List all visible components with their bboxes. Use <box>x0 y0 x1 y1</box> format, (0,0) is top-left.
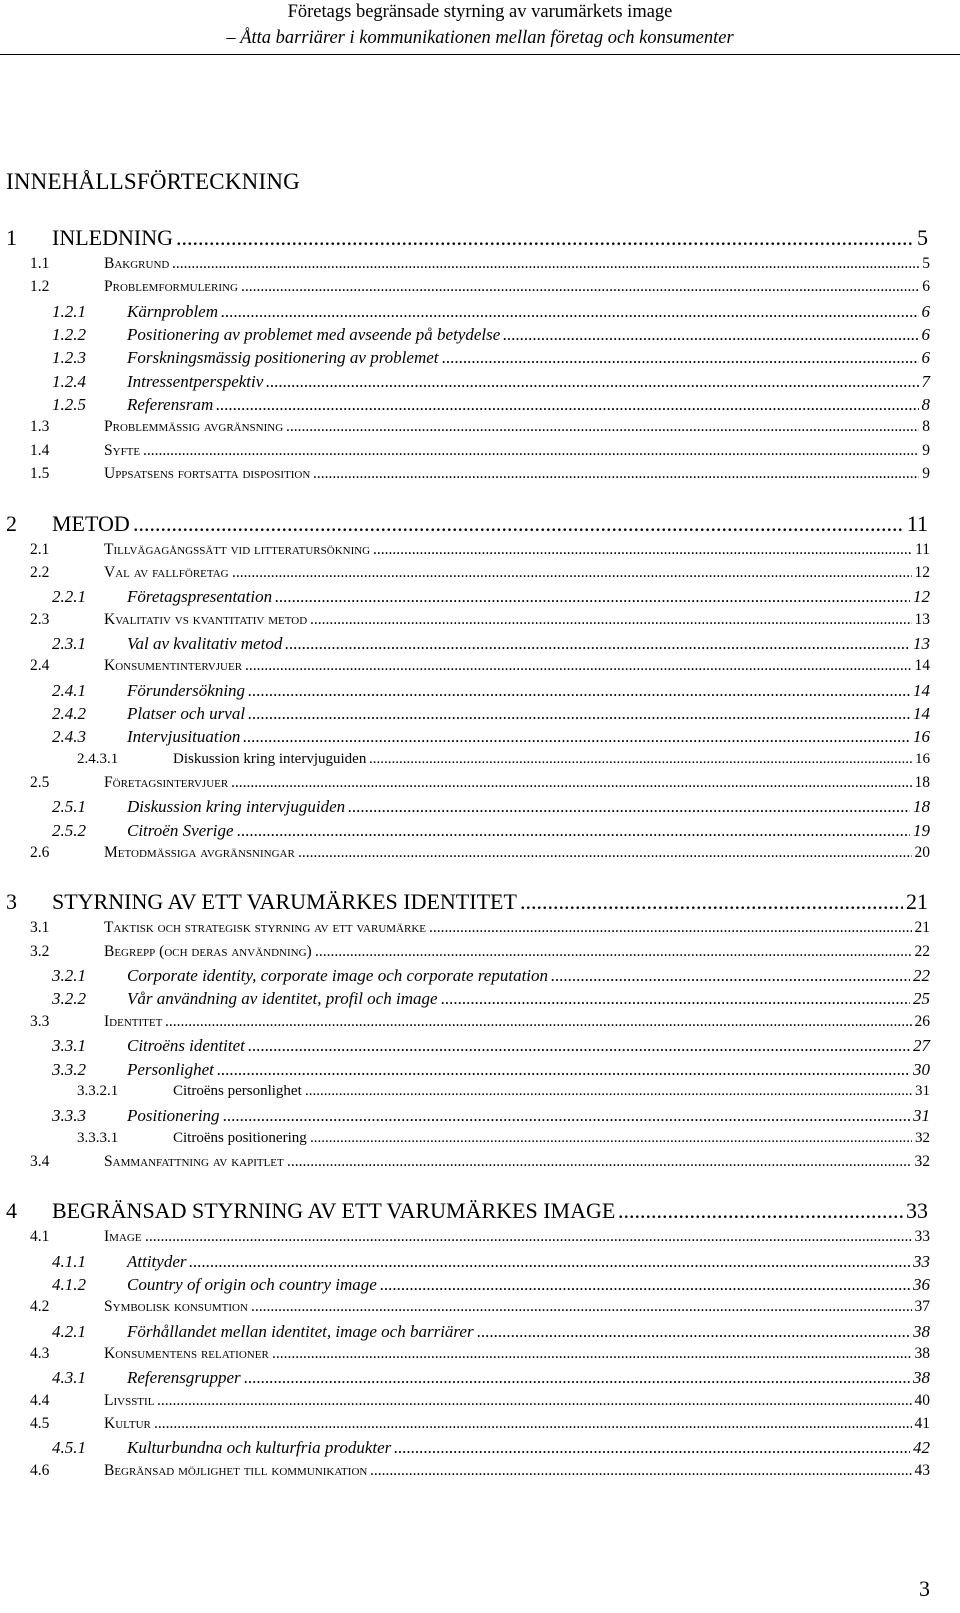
dot-leader <box>243 727 910 747</box>
toc-entry-number: 2.5 <box>30 774 50 791</box>
toc-entry[interactable] <box>0 657 960 683</box>
toc-entry[interactable] <box>0 442 960 468</box>
toc-title: INNEHÅLLSFÖRTECKNING <box>6 169 300 194</box>
toc-entry-label: Sammanfattning av kapitlet <box>104 1152 284 1170</box>
toc-entry-label: Diskussion kring intervjuguiden <box>173 750 367 767</box>
toc-entry[interactable] <box>0 1083 960 1109</box>
toc-entry-page: 36 <box>913 1274 930 1294</box>
dot-leader <box>373 541 912 559</box>
toc-entry-number: 3.3.3 <box>52 1106 86 1126</box>
toc-entry-label: Begrepp (och deras användning) <box>104 942 312 960</box>
dot-leader <box>157 1392 912 1410</box>
dot-leader <box>165 1013 912 1031</box>
toc-entry-label: Konsumentens relationer <box>104 1345 269 1362</box>
dot-leader <box>143 442 919 460</box>
toc-entry[interactable] <box>0 889 960 915</box>
toc-entry-label: Forskningsmässig positionering av problemet <box>127 348 439 368</box>
toc-entry[interactable] <box>0 943 960 969</box>
toc-entry-number: 2.3 <box>30 610 50 628</box>
toc-entry-page: 12 <box>913 587 930 607</box>
dot-leader <box>248 704 910 724</box>
header-subtitle: – Åtta barriärer i kommunikationen mellan företag och konsumenter <box>226 28 734 48</box>
toc-entry[interactable] <box>0 611 960 637</box>
toc-entry-label: Image <box>104 1228 142 1246</box>
dot-leader <box>251 1298 912 1316</box>
toc-entry-page: 31 <box>915 1082 930 1099</box>
toc-entry-label: Platser och urval <box>127 703 246 723</box>
toc-entry[interactable] <box>0 1275 960 1301</box>
dot-leader <box>310 1130 912 1147</box>
dot-leader <box>442 348 919 368</box>
toc-entry-page: 42 <box>913 1438 930 1458</box>
dot-leader <box>305 1083 912 1100</box>
toc-entry-number: 4.5 <box>30 1415 50 1433</box>
toc-entry-number: 4.1.2 <box>52 1274 86 1294</box>
dot-leader <box>241 278 919 296</box>
toc-entry-number: 3 <box>6 889 17 915</box>
toc-entry-label: Val av fallföretag <box>104 563 229 581</box>
toc-entry[interactable] <box>0 797 960 823</box>
dot-leader <box>313 465 919 483</box>
toc-entry-page: 5 <box>922 255 930 272</box>
toc-entry-page: 6 <box>922 278 930 296</box>
toc-entry-page: 37 <box>914 1298 930 1316</box>
toc-entry-label: Citroëns positionering <box>173 1129 307 1146</box>
toc-entry-page: 11 <box>906 510 928 536</box>
toc-entry-number: 4.1.1 <box>52 1251 86 1271</box>
toc-entry-number: 3.3.3.1 <box>77 1129 119 1146</box>
header-title: Företags begränsade styrning av varumärkets image <box>287 2 673 22</box>
dot-leader <box>380 1275 910 1295</box>
toc-entry-number: 2.2.1 <box>52 587 86 607</box>
toc-entry-number: 1.4 <box>30 441 50 459</box>
toc-entry-label: Begränsad möjlighet till kommunikation <box>104 1461 368 1479</box>
dot-leader <box>551 966 910 986</box>
dot-leader <box>237 821 910 841</box>
toc-entry-number: 4.2.1 <box>52 1321 86 1341</box>
toc-entry[interactable] <box>0 587 960 613</box>
toc-entry-number: 2.2 <box>30 563 50 581</box>
toc-entry[interactable] <box>0 302 960 328</box>
toc-entry[interactable] <box>0 1130 960 1156</box>
toc-entry[interactable] <box>0 1153 960 1179</box>
dot-leader <box>348 797 910 817</box>
toc-entry[interactable] <box>0 1228 960 1254</box>
toc-entry-page: 13 <box>914 610 930 628</box>
toc-entry-page: 9 <box>922 465 930 483</box>
toc-entry-page: 5 <box>917 225 928 250</box>
toc-entry-number: 3.3.2 <box>52 1059 86 1079</box>
toc-entry[interactable] <box>0 919 960 945</box>
toc-entry[interactable] <box>0 681 960 707</box>
dot-leader <box>310 611 912 629</box>
toc-entry[interactable] <box>0 395 960 421</box>
toc-entry-number: 3.3.2.1 <box>77 1082 119 1099</box>
dot-leader <box>189 1252 910 1272</box>
dot-leader <box>248 681 910 701</box>
toc-entry[interactable] <box>0 727 960 753</box>
toc-entry-number: 1.5 <box>30 465 50 483</box>
dot-leader <box>133 511 904 537</box>
toc-entry-label: Bakgrund <box>104 255 170 272</box>
toc-entry-number: 2 <box>6 510 17 536</box>
toc-entry-page: 26 <box>914 1012 930 1030</box>
toc-entry-label: Företagspresentation <box>127 587 273 607</box>
toc-entry-page: 43 <box>914 1461 930 1479</box>
toc-entry-number: 3.1 <box>30 919 50 937</box>
toc-entry[interactable] <box>0 1345 960 1371</box>
toc-entry-number: 2.5.1 <box>52 797 86 817</box>
toc-entry-label: Positionering av problemet med avseende på betydelse <box>127 325 501 345</box>
toc-entry-label: Diskussion kring intervjuguiden <box>127 797 346 817</box>
dot-leader <box>503 325 919 345</box>
page-number: 3 <box>919 1576 930 1601</box>
toc-entry-page: 21 <box>906 889 928 915</box>
toc-entry-label: Livsstil <box>104 1391 155 1409</box>
toc-entry-number: 1.2.2 <box>52 325 86 345</box>
toc-entry[interactable] <box>0 1462 960 1488</box>
toc-entry[interactable] <box>0 1368 960 1394</box>
dot-leader <box>441 989 910 1009</box>
toc-entry-page: 27 <box>913 1036 930 1056</box>
toc-entry-page: 20 <box>914 844 930 862</box>
toc-entry-number: 2.4.3 <box>52 727 86 747</box>
toc-entry-number: 1.2.4 <box>52 371 86 391</box>
toc-entry-number: 4 <box>6 1198 17 1224</box>
toc-entry[interactable] <box>0 465 960 491</box>
header-rule <box>0 54 960 55</box>
toc-entry-number: 1.2.5 <box>52 395 86 415</box>
toc-entry-number: 3.2.1 <box>52 966 86 986</box>
toc-entry-label: Citroëns personlighet <box>173 1082 302 1099</box>
toc-entry-page: 40 <box>914 1391 930 1409</box>
dot-leader <box>429 919 912 937</box>
toc-entry-label: Förundersökning <box>127 680 246 700</box>
dot-leader <box>248 1036 910 1056</box>
toc-entry-label: Kärnproblem <box>127 301 218 321</box>
toc-entry-label: Metodmässiga avgränsningar <box>104 844 295 862</box>
toc-entry-page: 38 <box>913 1368 930 1388</box>
toc-entry-page: 12 <box>914 563 930 581</box>
toc-entry-number: 2.4 <box>30 657 50 675</box>
dot-leader <box>154 1415 912 1433</box>
toc-entry-page: 25 <box>913 989 930 1009</box>
toc-entry[interactable] <box>0 966 960 992</box>
toc-entry-page: 18 <box>913 797 930 817</box>
toc-entry-label: Vår användning av identitet, profil och image <box>127 989 438 1009</box>
toc-entry-label: METOD <box>52 510 130 536</box>
toc-entry-label: BEGRÄNSAD STYRNING AV ETT VARUMÄRKES IMAGE <box>52 1198 616 1224</box>
toc-entry[interactable] <box>0 1198 960 1224</box>
dot-leader <box>618 1198 903 1224</box>
toc-entry[interactable] <box>0 255 960 281</box>
toc-entry[interactable] <box>0 1013 960 1039</box>
toc-entry-number: 1.1 <box>30 255 50 272</box>
toc-entry-number: 2.6 <box>30 844 50 862</box>
dot-leader <box>298 844 912 862</box>
toc-entry-label: Problemmässig avgränsning <box>104 418 284 436</box>
toc-entry-label: Intervjusituation <box>127 727 241 747</box>
toc-entry-label: Citroëns identitet <box>127 1036 245 1056</box>
toc-entry-page: 18 <box>914 774 930 791</box>
toc-entry-label: Förhållandet mellan identitet, image och barriärer <box>127 1321 474 1341</box>
toc-entry-page: 33 <box>914 1228 930 1246</box>
toc-entry-page: 38 <box>913 1321 930 1341</box>
toc-entry[interactable] <box>0 989 960 1015</box>
toc-entry-number: 1.2 <box>30 278 50 296</box>
toc-entry[interactable] <box>0 634 960 660</box>
toc-entry-number: 3.2.2 <box>52 989 86 1009</box>
toc-entry-number: 2.3.1 <box>52 633 86 653</box>
toc-entry-page: 33 <box>906 1198 928 1224</box>
toc-entry[interactable] <box>0 564 960 590</box>
dot-leader <box>217 1060 910 1080</box>
toc-entry[interactable] <box>0 844 960 870</box>
dot-leader <box>315 943 912 961</box>
dot-leader <box>370 1462 912 1480</box>
toc-entry-label: Taktisk och strategisk styrning av ett varumärke <box>104 919 426 937</box>
dot-leader <box>285 634 910 654</box>
dot-leader <box>520 889 903 915</box>
toc-entry-label: Attityder <box>127 1251 187 1271</box>
toc-entry[interactable] <box>0 418 960 444</box>
dot-leader <box>223 1106 910 1126</box>
toc-entry-label: Identitet <box>104 1012 163 1030</box>
dot-leader <box>216 395 919 415</box>
dot-leader <box>231 774 912 792</box>
toc-entry-number: 4.5.1 <box>52 1438 86 1458</box>
toc-entry-page: 9 <box>922 441 930 459</box>
toc-entry[interactable] <box>0 372 960 398</box>
toc-entry[interactable] <box>0 325 960 351</box>
toc-entry-number: 4.3.1 <box>52 1368 86 1388</box>
toc-entry[interactable] <box>0 1036 960 1062</box>
toc-entry-page: 19 <box>913 820 930 840</box>
dot-leader <box>145 1228 912 1246</box>
toc-entry[interactable] <box>0 541 960 567</box>
toc-entry-page: 13 <box>913 633 930 653</box>
toc-entry-number: 2.4.3.1 <box>77 750 119 767</box>
toc-entry[interactable] <box>0 774 960 800</box>
toc-entry-page: 21 <box>914 919 930 937</box>
toc-entry-page: 8 <box>922 418 930 436</box>
toc-entry[interactable] <box>0 1298 960 1324</box>
toc-entry-number: 4.3 <box>30 1345 50 1362</box>
toc-entry-number: 3.3 <box>30 1012 50 1030</box>
toc-entry-label: Intressentperspektiv <box>127 371 264 391</box>
toc-entry-page: 6 <box>921 348 930 368</box>
toc-entry-number: 1.2.1 <box>52 301 86 321</box>
toc-entry-label: Positionering <box>127 1106 220 1126</box>
dot-leader <box>287 1153 912 1171</box>
dot-leader <box>221 302 919 322</box>
toc-entry-label: Kvalitativ vs kvantitativ metod <box>104 610 308 628</box>
toc-entry[interactable] <box>0 1252 960 1278</box>
toc-entry-label: Personlighet <box>127 1059 214 1079</box>
toc-entry[interactable] <box>0 225 960 251</box>
toc-entry-label: Företagsintervjuer <box>104 774 229 791</box>
toc-entry[interactable] <box>0 1106 960 1132</box>
toc-entry-page: 6 <box>921 301 930 321</box>
toc-entry-page: 7 <box>921 371 930 391</box>
dot-leader <box>369 751 912 768</box>
dot-leader <box>394 1438 910 1458</box>
toc-entry-label: Kultur <box>104 1415 151 1433</box>
dot-leader <box>275 587 910 607</box>
toc-entry-label: Citroën Sverige <box>127 820 234 840</box>
toc-entry[interactable] <box>0 751 960 777</box>
toc-entry-label: Kulturbundna och kulturfria produkter <box>127 1438 392 1458</box>
toc-entry-number: 4.6 <box>30 1461 50 1479</box>
toc-entry-page: 16 <box>913 727 930 747</box>
toc-entry-number: 1.2.3 <box>52 348 86 368</box>
dot-leader <box>272 1345 912 1363</box>
toc-entry-number: 1.3 <box>30 418 50 436</box>
dot-leader <box>286 418 919 436</box>
toc-entry-label: Problemformulering <box>104 278 238 296</box>
toc-entry-label: Country of origin och country image <box>127 1274 377 1294</box>
toc-entry[interactable] <box>0 348 960 374</box>
toc-entry-page: 32 <box>915 1129 930 1146</box>
dot-leader <box>477 1322 910 1342</box>
toc-entry[interactable] <box>0 1322 960 1348</box>
toc-entry-label: Val av kvalitativ metod <box>127 633 283 653</box>
toc-entry-number: 3.3.1 <box>52 1036 86 1056</box>
toc-entry-number: 2.4.1 <box>52 680 86 700</box>
toc-entry-page: 11 <box>915 540 930 558</box>
toc-entry-page: 8 <box>921 395 930 415</box>
toc-entry-page: 33 <box>913 1251 930 1271</box>
dot-leader <box>176 225 914 251</box>
toc-entry-page: 31 <box>913 1106 930 1126</box>
toc-entry-label: Tillvägagångssätt vid litteratursökning <box>104 540 371 558</box>
toc-entry-label: Konsumentintervjuer <box>104 657 243 675</box>
dot-leader <box>244 1368 910 1388</box>
dot-leader <box>266 372 919 392</box>
dot-leader <box>245 657 912 675</box>
toc-entry-number: 1 <box>6 225 17 250</box>
toc-entry-number: 4.2 <box>30 1298 50 1316</box>
toc-entry-label: Referensgrupper <box>127 1368 241 1388</box>
toc-entry-page: 22 <box>914 942 930 960</box>
toc-entry[interactable] <box>0 1415 960 1441</box>
toc-entry-page: 6 <box>921 325 930 345</box>
toc-entry-number: 2.4.2 <box>52 703 86 723</box>
toc-entry-label: INLEDNING <box>52 225 173 250</box>
toc-entry-number: 4.1 <box>30 1228 50 1246</box>
toc-entry[interactable] <box>0 1438 960 1464</box>
toc-entry-label: STYRNING AV ETT VARUMÄRKES IDENTITET <box>52 889 517 915</box>
toc-entry-page: 14 <box>913 680 930 700</box>
toc-entry-number: 4.4 <box>30 1391 50 1409</box>
toc-entry-label: Syfte <box>104 441 141 459</box>
toc-entry-number: 2.1 <box>30 540 50 558</box>
toc-entry-label: Symbolisk konsumtion <box>104 1298 248 1316</box>
toc-entry[interactable] <box>0 511 960 537</box>
toc-entry-page: 16 <box>915 750 930 767</box>
toc-entry-label: Corporate identity, corporate image och corporate reputation <box>127 966 549 986</box>
toc-entry-page: 38 <box>914 1345 930 1362</box>
dot-leader <box>232 564 912 582</box>
dot-leader <box>172 255 919 273</box>
toc-entry-page: 14 <box>914 657 930 675</box>
toc-entry-label: Referensram <box>127 395 214 415</box>
toc-entry-page: 14 <box>913 703 930 723</box>
toc-entry[interactable] <box>0 1392 960 1418</box>
toc-entry-label: Uppsatsens fortsatta disposition <box>104 465 311 483</box>
toc-entry-page: 41 <box>914 1415 930 1433</box>
toc-entry[interactable] <box>0 821 960 847</box>
toc-entry-number: 3.4 <box>30 1152 50 1170</box>
toc-entry-page: 32 <box>914 1152 930 1170</box>
toc-entry[interactable] <box>0 1060 960 1086</box>
toc-entry-number: 3.2 <box>30 942 50 960</box>
toc-entry[interactable] <box>0 278 960 304</box>
toc-entry-page: 30 <box>913 1059 930 1079</box>
toc-entry[interactable] <box>0 704 960 730</box>
toc-entry-page: 22 <box>913 966 930 986</box>
toc-entry-number: 2.5.2 <box>52 820 86 840</box>
